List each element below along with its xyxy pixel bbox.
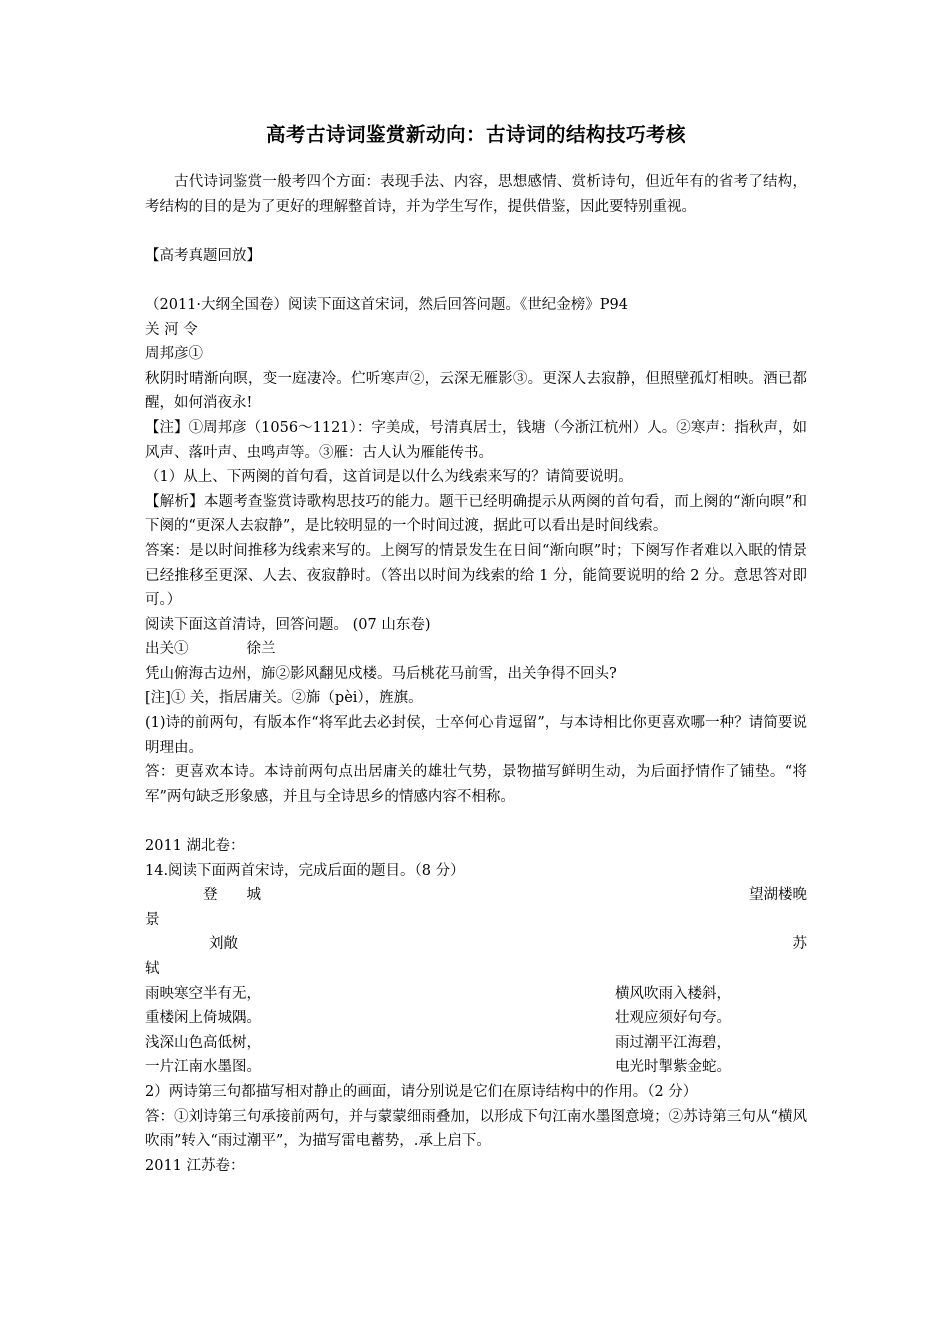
q1-question: （1）从上、下两阕的首句看，这首词是以什么为线索来写的？请简要说明。 <box>145 469 633 486</box>
q2-answer: 答：更喜欢本诗。本诗前两句点出居庸关的雄壮气势，景物描写鲜明生动，为后面抒情作了铺垫。“将军”两句缺乏形象感，并且与全诗思乡的情感内容不相称。 <box>145 764 807 805</box>
q2-poem-title: 出关① <box>145 641 189 658</box>
q4-label: 2011 江苏卷： <box>145 1157 245 1174</box>
q1-poem-title: 关 河 令 <box>145 321 198 338</box>
q1-answer: 答案：是以时间推移为线索来写的。上阕写的情景发生在日间“渐向暝”时；下阕写作者难以入眠的情景已经推移至更深、人去、夜寂静时。（答出以时间为线索的给 1 分，能简要说明的给 2 分。意思答对即可。） <box>145 542 807 609</box>
section-heading: 【高考真题回放】 <box>145 247 261 264</box>
document-title: 高考古诗词鉴赏新动向：古诗词的结构技巧考核 <box>265 123 686 146</box>
right-poem-line: 壮观应须好句夸。 <box>615 1010 731 1027</box>
q1-note: 【注】①周邦彦（1056～1121）：字美成，号清真居士，钱塘（今浙江杭州）人。②寒声：指秋声，如风声、落叶声、虫鸣声等。③雁：古人认为雁能传书。 <box>145 419 807 461</box>
q1-source: （2011·大纲全国卷）阅读下面这首宋词，然后回答问题。《世纪金榜》P94 <box>145 296 628 313</box>
q3-left-title: 登 城 <box>203 887 261 904</box>
document-page <box>145 118 807 1178</box>
left-poem-line: 重楼闲上倚城隅。 <box>145 1010 261 1027</box>
q1-poem-text: 秋阴时晴渐向暝，变一庭凄冷。伫听寒声②，云深无雁影③。更深人去寂静，但照壁孤灯相映。酒已都醒，如何消夜永! <box>145 370 807 412</box>
q2-question: (1)诗的前两句，有版本作“将军此去必封侯，士卒何心肯逗留”，与本诗相比你更喜欢哪一种？请简要说明理由。 <box>145 715 807 756</box>
right-poem-line: 横风吹雨入楼斜， <box>615 985 731 1002</box>
q1-analysis: 【解析】本题考查鉴赏诗歌构思技巧的能力。题干已经明确提示从两阕的首句看，而上阕的“渐向暝”和下阕的“更深人去寂静”，是比较明显的一个时间过渡，据此可以看出是时间线索。 <box>145 493 807 535</box>
q1-author: 周邦彦① <box>145 346 203 363</box>
q2-author: 徐兰 <box>246 641 276 658</box>
q2-poem-text: 凭山俯海古边州，旆②影风翻见戍楼。马后桃花马前雪，出关争得不回头? <box>145 665 617 682</box>
poem-line-row <box>145 982 807 1007</box>
q3-right-author-b: 轼 <box>145 961 160 977</box>
q3-answer: 答：①刘诗第三句承接前两句，并与蒙蒙细雨叠加，以形成下句江南水墨图意境；②苏诗第三句从“横风吹雨”转入“雨过潮平”，为描写雷电蓄势，.承上启下。 <box>145 1108 807 1150</box>
q3-left-author: 刘敞 <box>209 936 238 953</box>
poem-line-row <box>145 1031 807 1056</box>
right-poem-line: 雨过潮平江海碧， <box>615 1034 731 1051</box>
q3-right-title-b: 景 <box>145 911 160 928</box>
q3-label: 2011 湖北卷： <box>145 838 245 855</box>
right-poem-line: 电光时掣紫金蛇。 <box>615 1059 731 1076</box>
left-poem-line: 浅深山色高低树， <box>145 1034 261 1051</box>
q2-intro: 阅读下面这首清诗，回答问题。 (07 山东卷) <box>145 616 431 633</box>
intro-paragraph: 古代诗词鉴赏一般考四个方面：表现手法、内容，思想感情、赏析诗句，但近年有的省考了结构，考结构的目的是为了更好的理解整首诗，并为学生写作，提供借鉴，因此要特别重视。 <box>145 174 807 215</box>
q2-title-line <box>145 637 807 662</box>
q3-question: 14.阅读下面两首宋诗，完成后面的题目。（8 分） <box>145 862 465 879</box>
q3-sub-question: 2）两诗第三句都描写相对静止的画面，请分别说是它们在原诗结构中的作用。（2 分） <box>145 1083 698 1100</box>
left-poem-line: 雨映寒空半有无， <box>145 985 261 1002</box>
q3-right-author-a: 苏 <box>792 936 807 953</box>
q3-titles-row <box>145 883 807 908</box>
poem-line-row <box>145 1006 807 1031</box>
q3-authors-row <box>145 932 807 957</box>
poem-line-row <box>145 1055 807 1080</box>
left-poem-line: 一片江南水墨图。 <box>145 1059 261 1076</box>
q2-note: [注]① 关，指居庸关。②旆（pèi），旌旗。 <box>145 690 423 707</box>
q3-right-title-a: 望湖楼晚 <box>749 887 807 904</box>
